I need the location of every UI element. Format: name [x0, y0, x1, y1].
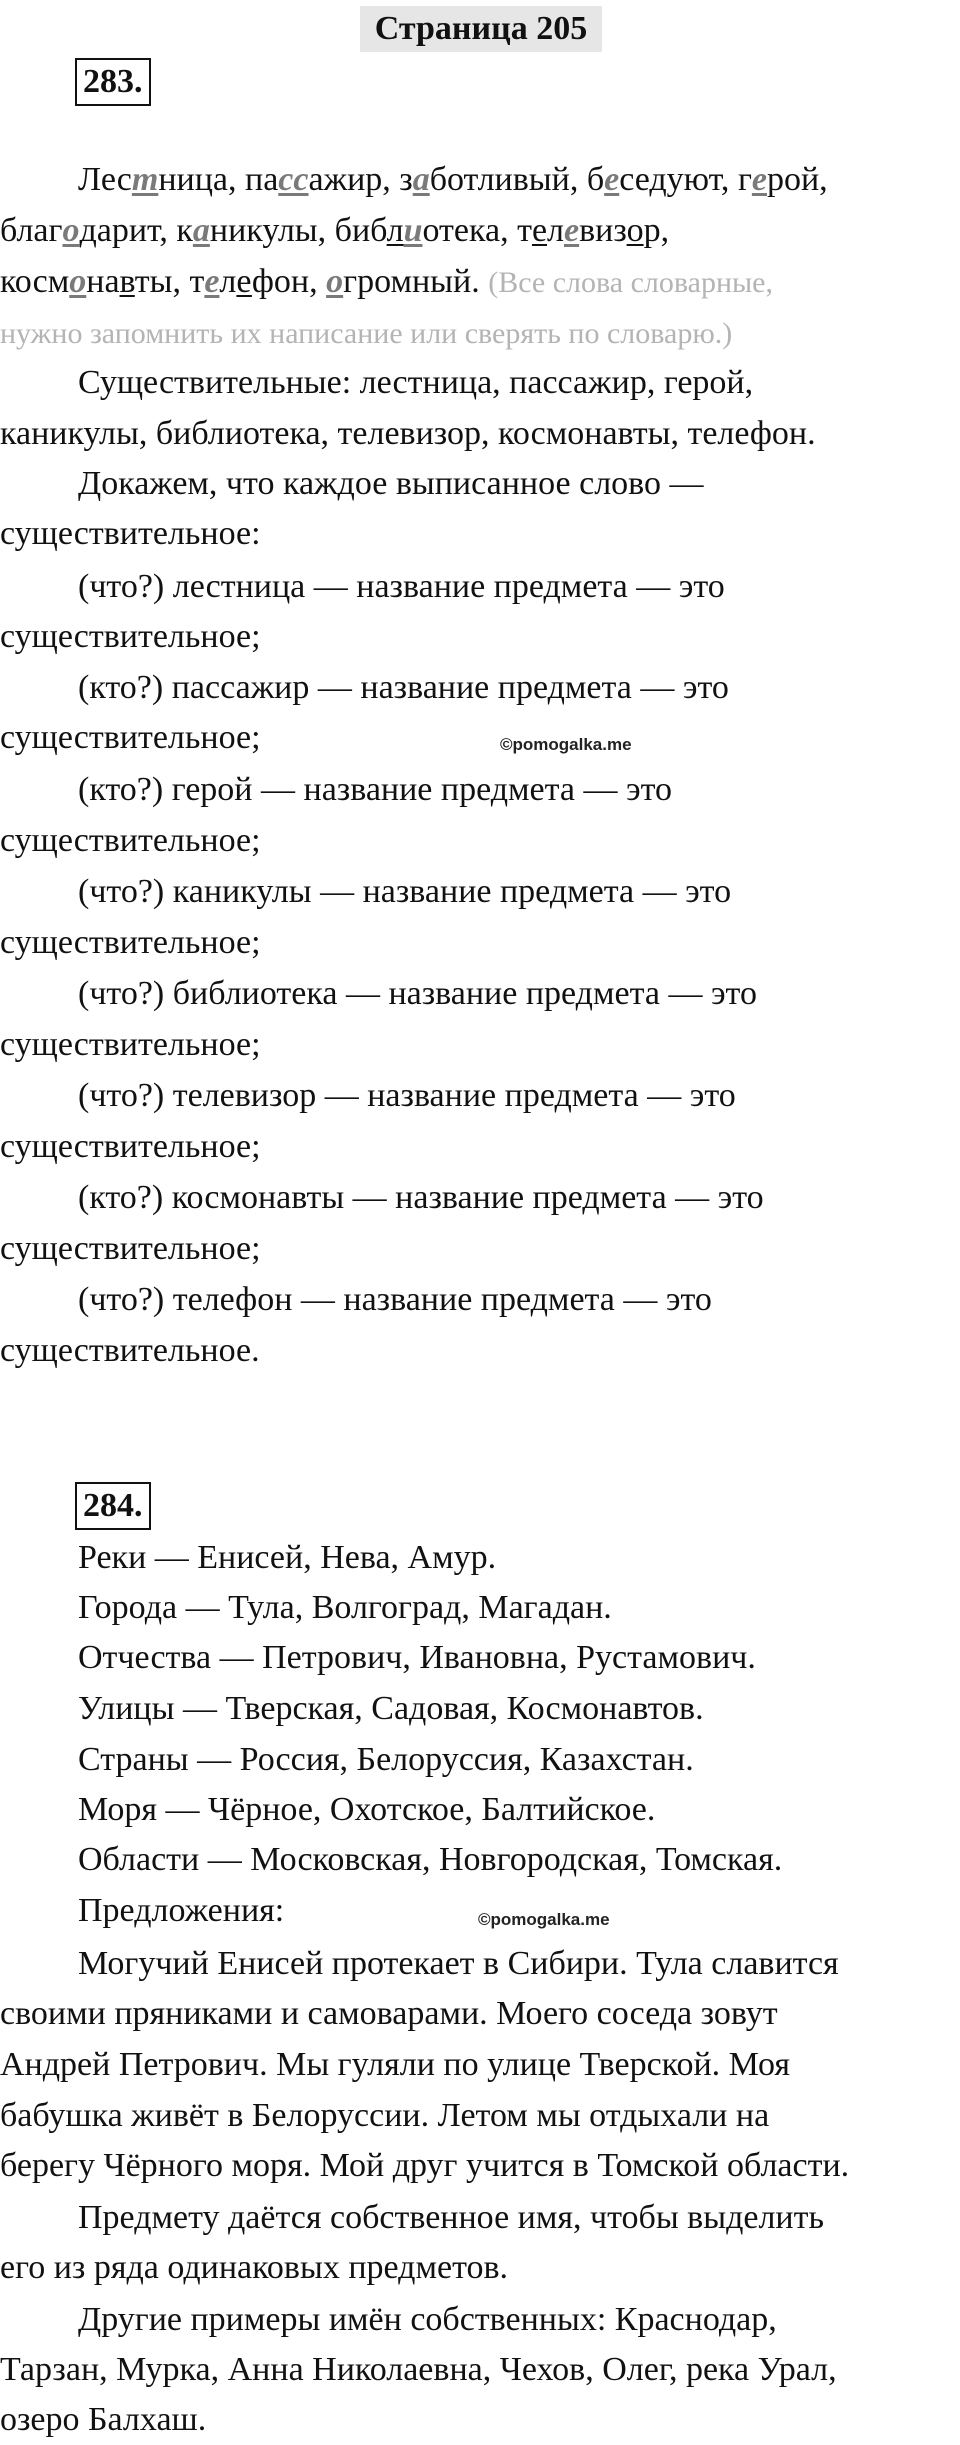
word-part: л [219, 263, 237, 300]
word-part: г [737, 161, 752, 198]
nouns-line-2: каникулы, библиотека, телевизор, космонавты, телефон. [0, 415, 816, 452]
dictionary-note: (Все слова словарные, [488, 266, 773, 299]
list-line-seas: Моря — Чёрное, Охотское, Балтийское. [78, 1791, 656, 1828]
exercise-number-283 [75, 58, 151, 106]
proof-line: (что?) каникулы — название предмета — это [78, 873, 732, 910]
word-part: т [189, 263, 205, 300]
word-part: па [245, 161, 279, 198]
dictionary-words-line-2 [0, 211, 669, 251]
proof-cont: существительное; [0, 1026, 261, 1063]
list-line-rivers: Реки — Енисей, Нева, Амур. [78, 1539, 497, 1576]
exercise-number-284 [75, 1482, 151, 1530]
dictionary-words-line-1 [78, 160, 828, 200]
highlighted-letter: и [403, 212, 423, 249]
proof-cont: существительное; [0, 924, 261, 961]
exercise-number-dot: . [134, 1487, 143, 1524]
list-line-cities: Города — Тула, Волгоград, Магадан. [78, 1589, 612, 1626]
underlined-letter: е [236, 263, 252, 300]
list-line-patronymics: Отчества — Петрович, Ивановна, Рустамович. [78, 1639, 756, 1676]
highlighted-letter: е [604, 161, 620, 198]
underlined-letter: л [386, 212, 404, 249]
underlined-letter: в [119, 263, 135, 300]
word-part: благ [0, 212, 63, 249]
sentence-line: бабушка живёт в Белоруссии. Летом мы отдыхали на [0, 2097, 770, 2134]
proof-cont: существительное. [0, 1332, 260, 1369]
word-part: виз [579, 212, 627, 249]
nouns-line-1: Существительные: лестница, пассажир, герой, [78, 364, 754, 401]
exercise-number-digits: 283 [83, 63, 134, 100]
proof-line: (что?) лестница — название предмета — это [78, 568, 725, 605]
word-part: л [547, 212, 565, 249]
word-part: дарит, [79, 212, 177, 249]
list-line-streets: Улицы — Тверская, Садовая, Космонавтов. [78, 1690, 704, 1727]
highlighted-letter: сс [278, 161, 309, 198]
sentence-line: Андрей Петрович. Мы гуляли по улице Тверской. Моя [0, 2046, 791, 2083]
exercise-number-dot: . [134, 63, 143, 100]
exercise-number-digits: 284 [83, 1487, 134, 1524]
word-part: Лес [78, 161, 132, 198]
word-part: седуют, [619, 161, 738, 198]
dictionary-words-line-3 [0, 262, 773, 303]
proof-cont: существительное; [0, 822, 261, 859]
list-line-countries: Страны — Россия, Белоруссия, Казахстан. [78, 1741, 694, 1778]
word-part: ботливый, [429, 161, 587, 198]
examples-line-2: Тарзан, Мурка, Анна Николаевна, Чехов, Олег, река Урал, [0, 2351, 837, 2388]
proof-line: (кто?) пассажир — название предмета — это [78, 669, 729, 706]
word-part: рой, [766, 161, 828, 198]
highlighted-letter: а [412, 161, 430, 198]
sentences-heading: Предложения: [78, 1892, 285, 1929]
proof-cont: существительное; [0, 618, 261, 655]
proof-line: (что?) телефон — название предмета — это [78, 1281, 712, 1318]
list-line-regions: Области — Московская, Новгородская, Томская. [78, 1841, 783, 1878]
word-part: ажир, [308, 161, 400, 198]
word-part: ты, [134, 263, 190, 300]
highlighted-letter: е [204, 263, 220, 300]
highlighted-letter: о [69, 263, 87, 300]
sentence-line: своими пряниками и самоварами. Моего соседа зовут [0, 1995, 778, 2032]
proof-line: (кто?) космонавты — название предмета — это [78, 1179, 764, 1216]
word-part: громный. [343, 263, 489, 300]
watermark: ©pomogalka.me [500, 735, 632, 754]
word-part: б [586, 161, 605, 198]
highlighted-letter: е [564, 212, 580, 249]
word-part: т [517, 212, 532, 249]
proof-line: (что?) библиотека — название предмета — это [78, 975, 757, 1012]
highlighted-letter: т [131, 161, 159, 198]
proof-line: (кто?) герой — название предмета — это [78, 771, 673, 808]
reason-line-1: Предмету даётся собственное имя, чтобы выделить [78, 2199, 824, 2236]
prove-line-2: существительное: [0, 515, 261, 552]
watermark: ©pomogalka.me [478, 1910, 610, 1929]
word-part: отека, [422, 212, 518, 249]
word-part: р, [643, 212, 670, 249]
proof-line: (что?) телевизор — название предмета — это [78, 1077, 736, 1114]
sentence-line: берегу Чёрного моря. Мой друг учится в Томской области. [0, 2147, 850, 2184]
highlighted-letter: о [62, 212, 80, 249]
word-part: к [176, 212, 193, 249]
word-part: биб [334, 212, 387, 249]
prove-line-1: Докажем, что каждое выписанное слово — [78, 465, 704, 502]
word-part: фон, [251, 263, 327, 300]
highlighted-letter: е [751, 161, 767, 198]
highlighted-letter: о [326, 263, 344, 300]
page-title: Страница 205 [360, 6, 602, 52]
examples-line-3: озеро Балхаш. [0, 2401, 207, 2438]
proof-cont: существительное; [0, 1230, 261, 1267]
proof-cont: существительное; [0, 1128, 261, 1165]
word-part: ница, [158, 161, 245, 198]
word-part: никулы, [209, 212, 335, 249]
dictionary-note-line-2: нужно запомнить их написание или сверять по словарю.) [0, 317, 733, 350]
proof-cont: существительное; [0, 719, 261, 756]
underlined-letter: о [626, 212, 644, 249]
reason-line-2: его из ряда одинаковых предметов. [0, 2249, 509, 2286]
word-part: з [399, 161, 413, 198]
highlighted-letter: а [192, 212, 210, 249]
word-part: косм [0, 263, 70, 300]
underlined-letter: е [531, 212, 548, 249]
sentence-line: Могучий Енисей протекает в Сибири. Тула славится [78, 1945, 839, 1982]
examples-line-1: Другие примеры имён собственных: Краснодар, [78, 2301, 777, 2338]
word-part: на [86, 263, 120, 300]
